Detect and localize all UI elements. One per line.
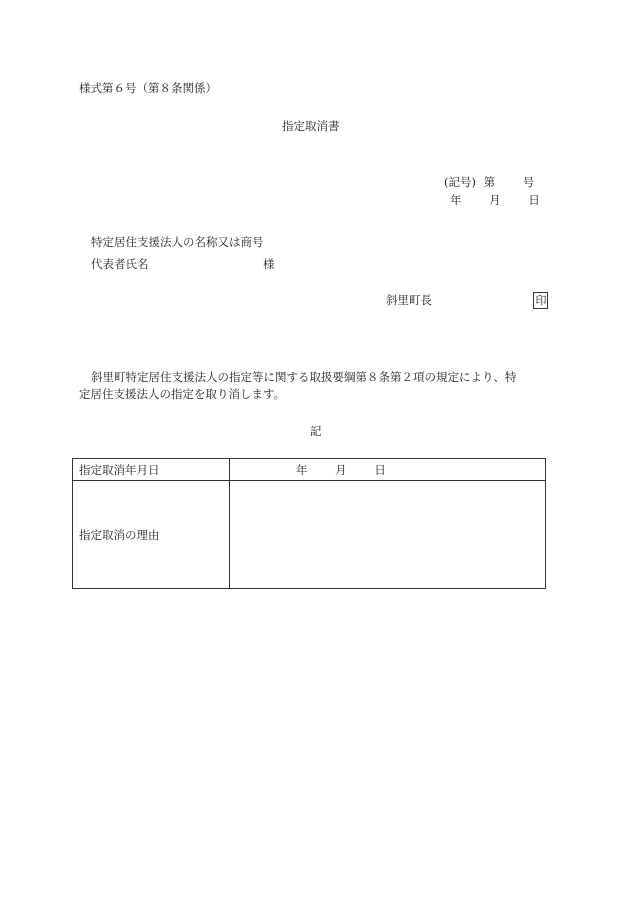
reference-go: 号 <box>522 175 535 189</box>
revocation-date-day: 日 <box>374 462 386 477</box>
table-row <box>73 481 546 589</box>
body-line-2: 定居住支援法人の指定を取り消します。 <box>79 387 286 401</box>
revocation-date-label: 指定取消年月日 <box>73 459 230 481</box>
revocation-date-year: 年 <box>296 462 308 477</box>
issue-date <box>450 195 540 207</box>
revocation-date-value <box>230 459 546 481</box>
addressee-organization: 特定居住支援法人の名称又は商号 <box>91 235 264 249</box>
reference-number <box>444 177 534 189</box>
reference-prefix: (記号) <box>444 175 476 189</box>
form-number: 様式第６号（第８条関係） <box>79 81 217 95</box>
issue-date-year: 年 <box>450 193 462 207</box>
table-row <box>73 459 546 481</box>
addressee-honorific: 様 <box>263 257 275 271</box>
body-paragraph <box>79 369 549 403</box>
issue-date-month: 月 <box>489 193 501 207</box>
issuer-name: 斜里町長 <box>386 293 432 307</box>
body-line-1: 斜里町特定居住支援法人の指定等に関する取扱要綱第８条第２項の規定により、特 <box>91 370 517 384</box>
revocation-table <box>72 458 546 589</box>
revocation-reason-label: 指定取消の理由 <box>73 481 230 589</box>
seal-stamp: 印 <box>533 292 548 309</box>
revocation-date-month: 月 <box>335 462 347 477</box>
ki-label: 記 <box>310 424 322 438</box>
document-title: 指定取消書 <box>282 119 340 133</box>
reference-dai: 第 <box>483 175 496 189</box>
issue-date-day: 日 <box>528 193 540 207</box>
revocation-reason-value <box>230 481 546 589</box>
addressee-representative: 代表者氏名 <box>91 257 149 271</box>
